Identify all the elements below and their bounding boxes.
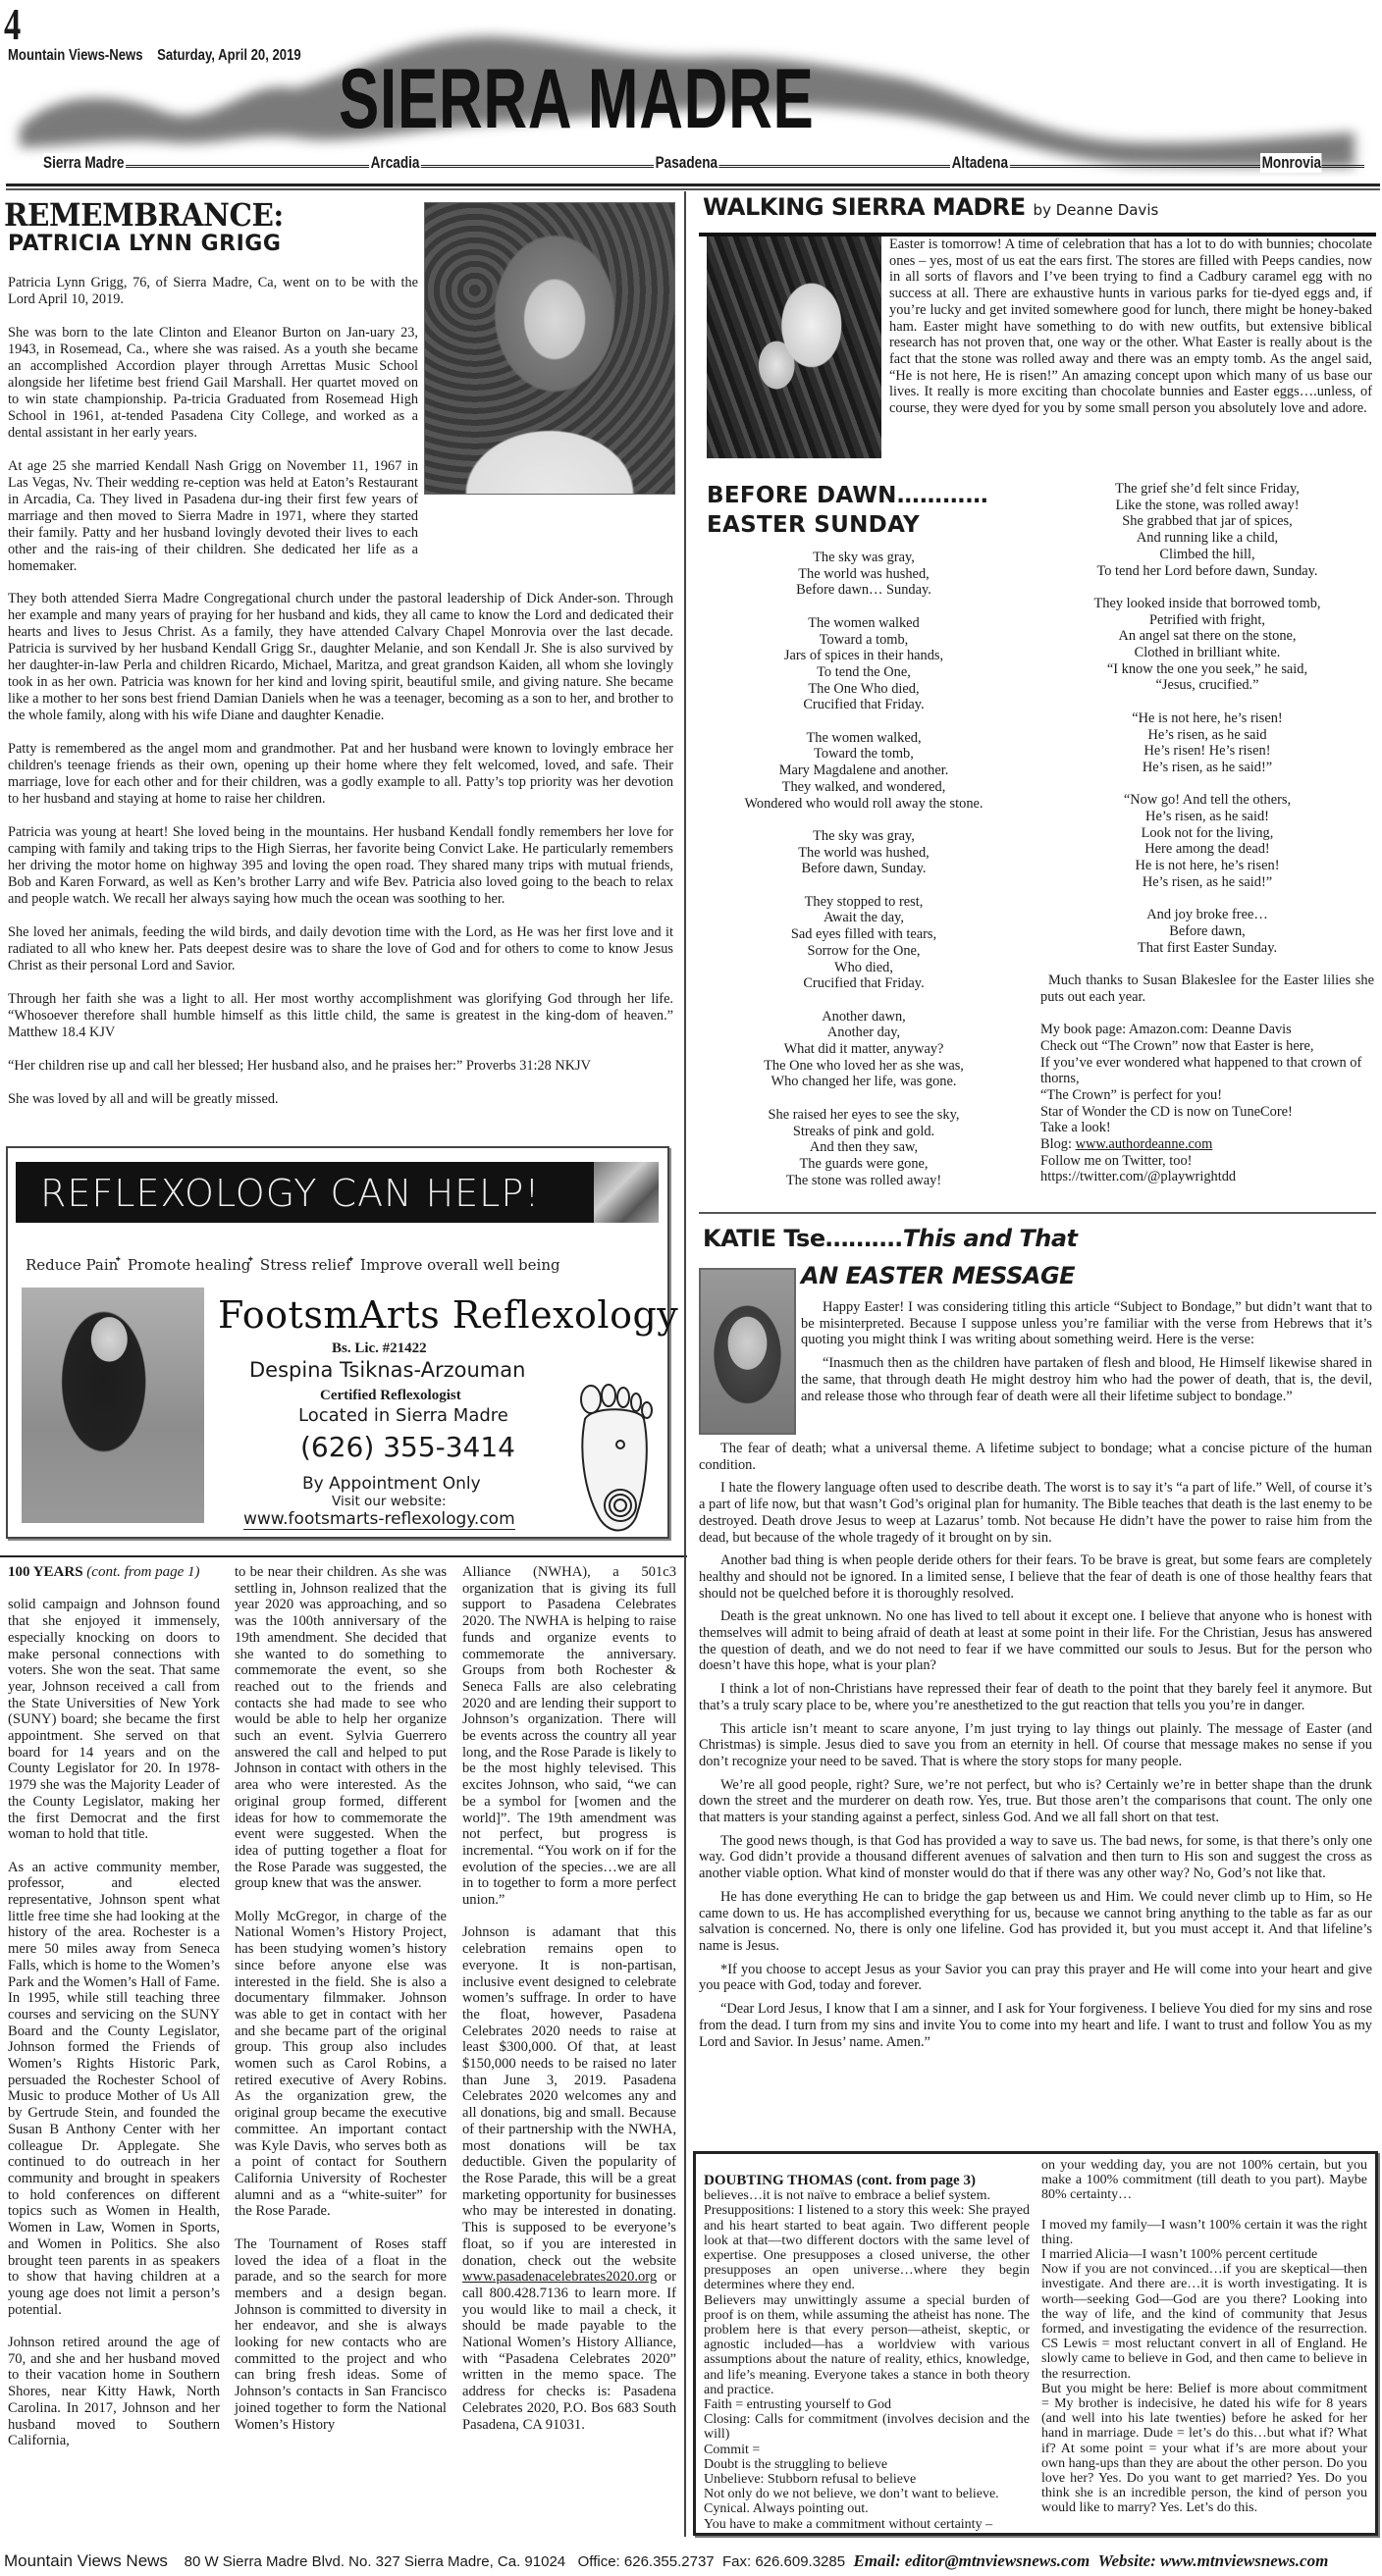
publication-dateline [8,47,301,65]
article-headline: AN EASTER MESSAGE [801,1262,1076,1289]
footer-email[interactable]: Email: editor@mtnviewsnews.com [853,2551,1090,2570]
reflexology-advertisement [6,1146,679,1539]
hundred-years-column-3 [462,1564,676,2449]
doubting-thomas-line: You have to make a commitment without certainty – [704,2516,993,2532]
poem-title [707,481,988,540]
article-paragraph: Another bad thing is when people deride others for their fears. To be brave is great, but some fears are completely healthy and should not be ignored. In a limited sense, I believe that the fear of death is one of those healthy fears that should not be quelched before it is thoroughly resolved. [699,1552,1372,1602]
poem-line: He’s risen, as he said!” [1142,759,1273,775]
poem-line: “I know the one you seek,” he said, [1106,660,1308,677]
masthead [0,0,1382,191]
poem-line: Another day, [826,1025,901,1041]
doubting-thomas-line: Not only do we not believe, we don’t want to believe. [704,2487,999,2502]
poem-line: He’s risen, as he said! [1145,809,1269,825]
obituary-paragraph: They both attended Sierra Madre Congregational church under the pastoral leadership of Dick Ander-son. Through her example and many years of praying for her husband and kids, they all came to know the Lord and dedicated their hearts and lives to Jesus Christ. As a family, they have attended Calvary Chapel Monrovia over the last decade. Patricia is survived by her husband Kendall Grigg Sr., daughter Melanie, and son Kendall Jr. She is also survived by her daughter-in-law Perla and children Ricardo, Michael, Maritza, and great grandson Kaiden, all whom she lovingly took in as her own. Patricia was known for her kind and loving spirit, beautiful smile, and giving nature. She became like a mother to her sons best friend Damian Daniels when he was a teenager, becoming as a son to her, and brother to the whole family, along with his wife Diane and daughter Kenadie. [8,591,673,723]
publication-name: Mountain Views-News [8,47,143,64]
poem-line: The sky was gray, [813,827,915,844]
doubting-thomas-line: I moved my family—I wasn’t 100% certain it was the right thing. [1041,2217,1367,2247]
poem-line: Jars of spices in their hands, [783,648,944,664]
poem-line: He is not here, he’s risen! [1135,858,1280,874]
katie-body-narrow [801,1299,1372,1411]
doubting-thomas-line: Doubt is the struggling to believe [704,2456,888,2472]
section-divider [699,1212,1376,1214]
article-paragraph [462,1924,676,2433]
poem-line: He’s risen, as he said [1147,726,1267,743]
article-paragraph: Happy Easter! I was considering titling this article “Subject to Bondage,” but didn’t want that to be misinterpreted. Because I suppose unless you’re familiar with the verse from Hebrews that it’s quoting you might think I was writing about something weird. Here is the verse: [801,1299,1372,1348]
obituary-paragraph: She loved her animals, feeding the wild birds, and daily devotion time with the Lord, as He was her first love and it radiated to all who knew her. Pats deepest desire was to share the love of God and for others to come to know Jesus Christ as their personal Lord and Savior. [8,924,673,973]
poem-line: Another dawn, [822,1008,906,1025]
obituary-name: PATRICIA LYNN GRIGG [8,232,282,256]
article-paragraph: We’re all good people, right? Sure, we’re not perfect, but who is? Certainly we’re in better shape than the drunk down the street and the murderer on death row. Yes, true. But those aren’t the comparisons that count. The only one that matters is your standing against a perfect, sinless God. And we all fall short on that test. [699,1776,1372,1826]
poem-stanza [1040,907,1374,956]
town-label: Sierra Madre [43,153,125,172]
poem-line: Crucified that Friday. [803,975,925,992]
promo-line: “The Crown” is perfect for you! [1040,1086,1223,1103]
ad-owner-photo [22,1288,204,1523]
town-label: Pasadena [655,153,718,172]
poem-line: “Jesus, crucified.” [1155,677,1259,694]
article-paragraph: Johnson retired around the age of 70, and she and her husband moved to their vacation home in Southern Shores, near Kitty Hawk, North Carolina. In 2017, Johnson and her husband moved to Southern California, [8,2335,220,2449]
poem-stanza [707,615,1021,713]
poem-line: The stone was rolled away! [785,1172,942,1188]
doubting-thomas-line: Presuppositions: I listened to a story this week: She prayed and his heart started to beat again. Two different people look at that—two different doctors with the same level of expertise. One presupposes a closed universe, the other presupposes an open universe…where they begin determines where they end. [704,2203,1030,2293]
footer-office-phone: Office: 626.355.2737 [577,2553,715,2570]
section-title: SIERRA MADRE [339,52,815,146]
poem-stanza [707,894,1021,992]
poem-line: The guards were gone, [799,1155,929,1172]
article-paragraph: I hate the flowery language often used to describe death. The worst is to say it’s “a part of life.” Well, of course it’s a part of life now, but that wasn’t God’s original plan for humanity. The Bible teaches that death is the last enemy to be destroyed. Death drove Jesus to weep at Lazarus’ tomb. Not because He didn’t have the power to raise him from the dead, but because of the whole tragedy of it brought on by sin. [699,1480,1372,1546]
doubting-thomas-line: Commit = [704,2442,761,2457]
poem-line: They walked, and wondered, [781,778,946,795]
blog-line [1040,1136,1374,1153]
obituary-paragraph: She was loved by all and will be greatly missed. [8,1091,279,1107]
article-paragraph: The good news though, is that God has provided a way to save us. The bad news, for some, is that there’s only one way. God didn’t provide a thousand different avenues of salvation and then turn to His son and suggest the cross as another viable option. What kind of monster would do that if there was any other way? No, God’s not like that. [699,1832,1372,1882]
poem-stanza [707,550,1021,599]
katie-column-header [703,1225,1078,1252]
obituary-paragraph: Through her faith she was a light to all. Her most worthy accomplishment was glorifying God through her life. “Whosoever therefore shall humble himself as this little child, the same is greatest in the king-dom of heaven.” Matthew 18.4 KJV [8,991,673,1040]
footer-address: 80 W Sierra Madre Blvd. No. 327 Sierra Madre, Ca. 91024 [184,2553,566,2570]
page-footer [4,2551,1378,2571]
doubting-thomas-line: Believers may unwittingly assume a special burden of proof is on them, while assuming the atheist has none. The problem here is that every person—atheist, skeptic, or agnostic included—has a worldview with various assumptions about the nature of reality, ethics, knowledge, and life’s meaning. Everyone takes a stance in both theory and practice. [704,2292,1030,2397]
town-strip [0,153,1374,177]
poem-line: Toward a tomb, [819,631,909,648]
poem-line: And running like a child, [1136,530,1279,547]
poem-line: She grabbed that jar of spices, [1122,513,1293,530]
obituary-paragraph: At age 25 she married Kendall Nash Grigg on November 11, 1967 in Las Vegas, Nv. Their wedding re-ception was held at Eaton’s Restaurant in Arcadia, Ca. They lived in Pasadena dur-ing their first few years of marriage and then moved to Sierra Madre in 1971, where they started their family. Patty and her husband lovingly devoted their lives to each other and the rais-ing of their children. She dedicated her life as a homemaker. [8,458,418,574]
poem-line: “He is not here, he’s risen! [1132,710,1283,726]
column-divider [684,191,686,2537]
article-paragraph: Molly McGregor, in charge of the National Women’s History Project, has been studying women’s history since before anyone else was interested in the field. She is also a documentary filmmaker. Johnson was able to get in contact with her and she became part of the original group. This group also includes women such as Carol Robins, a retired executive of Avery Robins. As the organization grew, the original group became the executive committee. An important contact was Kyle Davis, who serves both as a point of contact for Southern California University of Rochester alumni and as a “white-suiter” for the Rose Parade. [235,1908,447,2220]
promo-line: Star of Wonder the CD is now on TuneCore! [1040,1103,1293,1120]
poem-line: The One Who died, [808,680,920,697]
poem-stanza [1040,710,1374,776]
poem-line: Before dawn, Sunday. [801,861,927,877]
poem-line: An angel sat there on the stone, [1118,628,1297,645]
poem-line: And joy broke free… [1146,907,1268,923]
ad-location: Located in Sierra Madre [298,1405,508,1426]
walking-intro-text: Easter is tomorrow! A time of celebration that has a lot to do with bunnies; chocolate ones – yes, most of us eat the ears first. The stores are filled with Peeps candies, now in all sorts of flavors and I’ve been trying to find a Cadbury caramel egg with no success at all. There are exhaustive hunts in various parks for tie-dyed eggs and, if you’re lucky and get invited somewhere good for lunch, there might be honey-baked ham. Easter might have something to do with new outfits, but extensive biblical research has not proven that, one way or the other. What Easter is really about is the fact that the stone was rolled away and there was an empty tomb. As the angel said, “He is not here, He is risen!” An amazing concept upon which many of us base our lives. It really is more exciting than chocolate bunnies and Easter eggs….unless, of course, they were dyed for you by some small person you absolutely love and adore. [889,237,1372,417]
poem-line: Clothed in brilliant white. [1134,645,1281,661]
ad-tagline: Reduce Pain ໋ Promote healing ໋ Stress relief ໋ Improve overall well being [26,1256,560,1274]
twitter-line: Follow me on Twitter, too! https://twitter.com/@playwrightdd [1040,1152,1237,1185]
doubting-thomas-line: on your wedding day, you are not 100% certain, but you make a 100% commitment (till death to you part). Maybe 80% certainty… [1041,2158,1367,2203]
poem-line: Sad eyes filled with tears, [790,926,937,943]
masthead-rule [6,184,1380,190]
doubting-thomas-left-column [704,2158,1030,2532]
doubting-thomas-line: I married Alicia—I wasn’t 100% percent certitude [1041,2247,1318,2263]
promo-line: Take a look! [1040,1120,1111,1136]
columnist-name: KATIE Tse………. [703,1225,903,1252]
footer-website[interactable]: Website: www.mtnviewsnews.com [1097,2551,1329,2570]
blog-link[interactable]: www.authordeanne.com [1075,1136,1213,1153]
easter-lily-photo [707,237,881,458]
article-paragraph: “Inasmuch then as the children have partaken of flesh and blood, He Himself likewise shared in the same, that through death He might destroy him who had the power of death, that is, the devil, and release those who through fear of death were all their lifetime subject to bondage.” [801,1355,1372,1404]
poem-line: Before dawn, [1169,922,1246,939]
byline: by Deanne Davis [1033,201,1159,219]
section-divider [0,1555,687,1557]
poem-line: Toward the tomb, [814,746,914,762]
article-paragraph: Death is the great unknown. No one has lived to tell about it except one. I believe that anyone who is honest with themselves will admit to being afraid of death at least at some point in their life. For the Christian, Jesus has answered the question of death, and we do not need to fear if we have committed our souls to Jesus. But for the person who doesn’t have this hope, what is your plan? [699,1608,1372,1674]
obituary-portrait-photo [424,202,675,495]
doubting-thomas-line: Faith = entrusting yourself to God [704,2397,892,2413]
doubting-thomas-line: But you might be here: Belief is more about commitment = My brother is indecisive, he dated his wife for 8 years (and well into his late twenties) before he asked for her hand in marriage. Dude = let’s do this…but what if? What if? At some point = your what if’s are more about your own hang-ups than they are about the other person. Do you love her? Yes. Do you want to get married? Yes. Do you think she is an incredible person, the kind of person you would like to marry? Yes. Let’s do this. [1041,2381,1367,2516]
poem-line: Sorrow for the One, [807,942,921,959]
poem-line: That first Easter Sunday. [1137,939,1278,956]
promo-line: If you’ve ever wondered what happened to that crown of thorns, [1040,1054,1362,1087]
obituary-paragraph: Patricia Lynn Grigg, 76, of Sierra Madre, Ca, went on to be with the Lord April 10, 2019. [8,275,418,307]
ad-banner-photo [594,1162,659,1223]
ad-banner-headline: REFLEXOLOGY CAN HELP! [40,1172,541,1215]
obituary-body-wide [8,591,673,1125]
column-title: WALKING SIERRA MADRE [703,193,1026,221]
poem-stanza [707,1009,1021,1091]
poem-line: The women walked [808,614,920,631]
author-promo [1040,1022,1374,1185]
article-paragraph: This article isn’t meant to scare anyone, I’m just trying to lay things out plainly. The message of Easter (and Christmas) is simple. Jesus died to save you from an eternity in hell. Of course that message makes no sense if you don’t recognize your need to be saved. That is where the story stops for many people. [699,1720,1372,1769]
hundred-years-column-1 [8,1564,220,2466]
poem-stanza [1040,792,1374,890]
poem-line: The grief she’d felt since Friday, [1115,481,1300,497]
article-paragraph: I think a lot of non-Christians have repressed their fear of death to the point that they barely feel it anymore. But that’s a truly scary place to be, where you’re anesthetized to the gut reaction that tells you you’re in danger. [699,1681,1372,1713]
article-paragraph: *If you choose to accept Jesus as your Savior you can pray this prayer and He will come into your heart and give you peace with God, today and forever. [699,1961,1372,1994]
poem-line: The world was hushed, [798,565,930,582]
poem-line: They stopped to rest, [804,893,924,910]
katie-body-wide [699,1441,1372,2057]
poem-title-line: BEFORE DAWN………… [707,483,988,508]
article-paragraph: As an active community member, professor, and elected representative, Johnson spent what little free time she had looking at the history of the area. Rochester is a mere 50 miles away from Seneca Falls, which is home to the Women’s Park and the Women’s Hall of Fame. In 1995, while still teaching three courses and servicing on the SUNY Board and the County Legislator, Johnson formed the Friends of Women’s Rights Historic Park, persuaded the Rochester School of Music to produce Mother of Us All by Gertrude Stein, and founded the Susan B Anthony Center with her colleague Dr. Applegate. She continued to do outreach in her community and brought in speakers to hold conferences on different topics such as Women in Health, Women in Law, Women in Sports, and Women in Politics. She also brought teen parents in as speakers to show that having children at a young age does not limit a person’s potential. [8,1859,220,2318]
column-name: This and That [902,1225,1078,1252]
poem-line: Look not for the living, [1141,824,1274,841]
ad-banner [16,1162,659,1223]
prayer-paragraph: “Dear Lord Jesus, I know that I am a sinner, and I ask for Your forgiveness. I believe You died for my sins and rose from the dead. I turn from my sins and invite You to come into my heart and life. I want to trust and follow You as my Lord and Savior. In Jesus’ name. Amen.” [699,2001,1372,2050]
doubting-thomas-line: Closing: Calls for commitment (involves decision and the will) [704,2412,1030,2443]
poem-line: He’s risen! He’s risen! [1143,743,1271,760]
article-paragraph: to be near their children. As she was settling in, Johnson realized that the year 2020 was approaching, and so was the 100th anniversary of the 19th amendment. She decided that she wanted to do something to commemorate the event, so she reached out to the friends and contacts she had made to see who would be able to help her organize such an event. Sylvia Guerrero answered the call and helped to put Johnson in contact with others in the area who were interested. As the original group formed, different ideas for how to commemorate the event were suggested. When the idea of putting together a float for the Rose Parade was suggested, the group knew that was the answer. [235,1564,447,1892]
town-label: Altadena [951,153,1009,172]
continued-note: (cont. from page 1) [86,1564,200,1580]
ad-visit-label: Visit our website: [332,1494,447,1509]
poem-line: Mary Magdalene and another. [778,762,949,779]
blog-label: Blog: [1040,1136,1076,1153]
issue-date: Saturday, April 20, 2019 [157,47,301,64]
poem-line: To tend the One, [817,663,911,680]
poem-stanza [1040,481,1374,579]
hundred-years-column-2 [235,1564,447,2449]
poem-line: The women walked, [806,729,922,746]
town-label: Arcadia [370,153,420,172]
poem-line: “Now go! And tell the others, [1123,792,1292,809]
doubting-thomas-headline: DOUBTING THOMAS (cont. from page 3) [704,2173,976,2188]
poem-stanza [707,1107,1021,1189]
doubting-thomas-box [693,2151,1378,2536]
ad-phone: (626) 355-3414 [300,1431,515,1463]
poem-stanza [707,828,1021,877]
article-paragraph: solid campaign and Johnson found that she enjoyed it immensely, especially knocking on doors to make personal connections with voters. She won the seat. That same year, Johnson received a call from the State Universities of New York (SUNY) board; she became the first appointment. She served on that board for 14 years and on the County Legislator for 20. In 1978-1979 she was the Majority Leader of the County Legislator, making her the first Democrat and the first woman to hold that title. [8,1597,220,1843]
article-text: Johnson is adamant that this celebration remains open to everyone. It is non-partisan, inclusive event designed to celebrate women’s suffrage. In order to have the float, however, Pasadena Celebrates 2020 needs to raise at least $300,000. Of that, at least $150,000 needs to be raised no later than June 3, 2019. Pasadena Celebrates 2020 welcomes any and all donations, big and small. Because of their partnership with the NWHA, most donations will be tax deductible. Given the popularity of the Rose Parade, this will be a great marketing opportunity for businesses who may be interested in donating. This is supposed to be everyone’s float, so if you are interested in donation, check out the website [462,1924,676,2269]
poem-right-column [1040,481,1374,1185]
promo-line: My book page: Amazon.com: Deanne Davis [1040,1022,1292,1038]
obituary-paragraph: Patricia was young at heart! She loved being in the mountains. Her husband Kendall fondly remembers her love for camping with family and taking trips to the High Sierras, her favorite being Convict Lake. He particularly remembers her driving the motor home on highway 395 and loving the open road. They shared many trips with mutual friends, Bob and Karen Forward, as well as Ken’s brother Larry and wife Bev. Patricia also loved going to the beach to relax and people watch. We recall her always saying how much the ocean was soothing to her. [8,824,673,907]
poem-stanza [1040,596,1374,694]
doubting-thomas-line: Unbelieve: Stubborn refusal to believe [704,2472,917,2488]
poem-line: Wondered who would roll away the stone. [744,795,983,812]
obituary-paragraph: “Her children rise up and call her blessed; Her husband also, and he praises her:” Proverbs 31:28 NKJV [8,1058,591,1074]
promo-line: Check out “The Crown” now that Easter is here, [1040,1037,1314,1054]
hundred-years-headline [8,1564,220,1581]
poem-line: Here among the dead! [1144,841,1270,858]
poem-line: Crucified that Friday. [803,697,925,713]
poem-line: Await the day, [823,910,905,926]
poem-line: Who died, [834,959,893,975]
poem-line: She raised her eyes to see the sky, [768,1106,960,1123]
page-number: 4 [4,0,22,49]
poem-stanza [707,730,1021,813]
walking-sierra-madre-header [703,193,1158,221]
doubting-thomas-line: believes…it is not naïve to embrace a belief system. [704,2188,990,2204]
poem-left-column [707,550,1021,1205]
obituary-paragraph: She was born to the late Clinton and Eleanor Burton on Jan-uary 23, 1943, in Rosemead, Ca., where she was raised. As a youth she became an accomplished Accordion player through Arrettas Music School alongside her lifetime best friend Gail Marshall. Her quartet moved on to win state championship. Pa-tricia Graduated from Rosemead High School in 1961, at-tended Pasadena City College, and worked as a dental assistant in her early years. [8,325,418,441]
ad-brand-name: FootsmArts Reflexology [218,1293,679,1337]
doubting-thomas-line [1041,2203,1367,2218]
obituary-body-narrow [8,275,418,575]
poem-line: What did it matter, anyway? [783,1041,944,1058]
poem-line: Streaks of pink and gold. [792,1123,935,1139]
poem-line: Who changed her life, was gone. [771,1074,957,1090]
article-paragraph: The fear of death; what a universal theme. A lifetime subject to bondage; what a concise picture of the human condition. [699,1441,1372,1473]
poem-line: The world was hushed, [798,844,930,861]
headline-text: 100 YEARS [8,1564,83,1580]
pasadena-celebrates-link[interactable]: www.pasadenacelebrates2020.org [462,2269,658,2286]
doubting-thomas-line: Now if you are not convinced…if you are skeptical—then investigate. And there are…it is worth investigating. It is worth—seeking God—God are you there? Looking into the way of life, and the kind of community that Jesus formed, and investigating the evidence of the resurrection. CS Lewis = most reluctant convert in all of England. He slowly came to believe in God, and then came to believe in the resurrection. [1041,2262,1367,2382]
poem-line: The One who loved her as she was, [764,1057,964,1074]
poem-line: The sky was gray, [813,550,915,565]
poem-line: They looked inside that borrowed tomb, [1093,595,1321,611]
foot-chart-icon [571,1380,656,1537]
article-paragraph: The Tournament of Roses staff loved the idea of a float in the parade, and so the search for more members and a design began. Johnson is committed to diversity in her endeavor, and she is always looking for new contacts who are committed to the project and who can bring fresh ideas. Some of Johnson’s contacts in San Francisco joined together to form the National Women’s History [235,2235,447,2433]
footer-publication: Mountain Views News [4,2551,168,2570]
article-paragraph: He has done everything He can to bridge the gap between us and Him. We could never climb up to Him, so He came down to us. He has accomplished everything for us, because we cannot bring anything to the table as far as our salvation is concerned. No, there is only one lifeline. God has provided it, but you must accept it. And that lifeline’s name is Jesus. [699,1888,1372,1954]
footer-fax: Fax: 626.609.3285 [721,2553,846,2570]
article-paragraph: Alliance (NWHA), a 501c3 organization that is giving its full support to Pasadena Celebrates 2020. The NWHA is helping to raise funds and organize events to commemorate the anniversary. Groups from both Rochester & Seneca Falls are also celebrating 2020 and are lending their support to Johnson’s organization. There will be events across the country all year long, and the Rose Parade is likely to be the most highly televised. This excites Johnson, who said, “we can be a symbol for [women and the world]”. The 19th amendment was not perfect, but progress is incremental. “You work on if for the evolution of the species…we are all in to together to form a more perfect union.” [462,1564,676,1909]
ad-website-link[interactable]: www.footsmarts-reflexology.com [243,1509,515,1529]
ad-owner-name: Despina Tsiknas-Arzouman [249,1358,526,1382]
poem-line: Like the stone, was rolled away! [1115,497,1300,513]
poem-line: Climbed the hill, [1159,546,1255,562]
thanks-note: Much thanks to Susan Blakeslee for the Easter lilies she puts out each year. [1040,973,1374,1005]
doubting-thomas-right-column [1041,2158,1367,2529]
ad-certification: Certified Reflexologist [320,1388,461,1403]
poem-line: He’s risen, as he said!” [1142,873,1273,890]
obituary-paragraph: Patty is remembered as the angel mom and grandmother. Pat and her husband were known to lovingly embrace her children's teenage friends as their own, opening up their home where they felt welcomed, loved, and safe. Their marriage, love for each other and for their children, was a godly example to all. Patty’s top priority was her devotion to her husband and staying at home to raise her children. [8,741,673,807]
columnist-photo [699,1268,796,1435]
ad-appointment-note: By Appointment Only [302,1474,481,1494]
poem-line: Before dawn… Sunday. [796,582,931,599]
poem-line: To tend her Lord before dawn, Sunday. [1096,562,1318,579]
poem-line: Petrified with fright, [1149,611,1265,628]
doubting-thomas-line: Cynical. Always pointing out. [704,2501,869,2517]
poem-title-line: EASTER SUNDAY [707,512,920,538]
article-text: or call 800.428.7136 to learn more. If you would like to mail a check, it should be made payable to the National Women’s History Alliance, with “Pasadena Celebrates 2020” written in the memo space. The address for checks is: Pasadena Celebrates 2020, P.O. Bos 683 South Pasadena, CA 91031. [462,2269,676,2433]
poem-line: And then they saw, [809,1139,919,1156]
ad-license: Bs. Lic. #21422 [332,1341,427,1356]
town-label: Monrovia [1261,153,1322,172]
remembrance-kicker: REMEMBRANCE: [4,196,284,234]
